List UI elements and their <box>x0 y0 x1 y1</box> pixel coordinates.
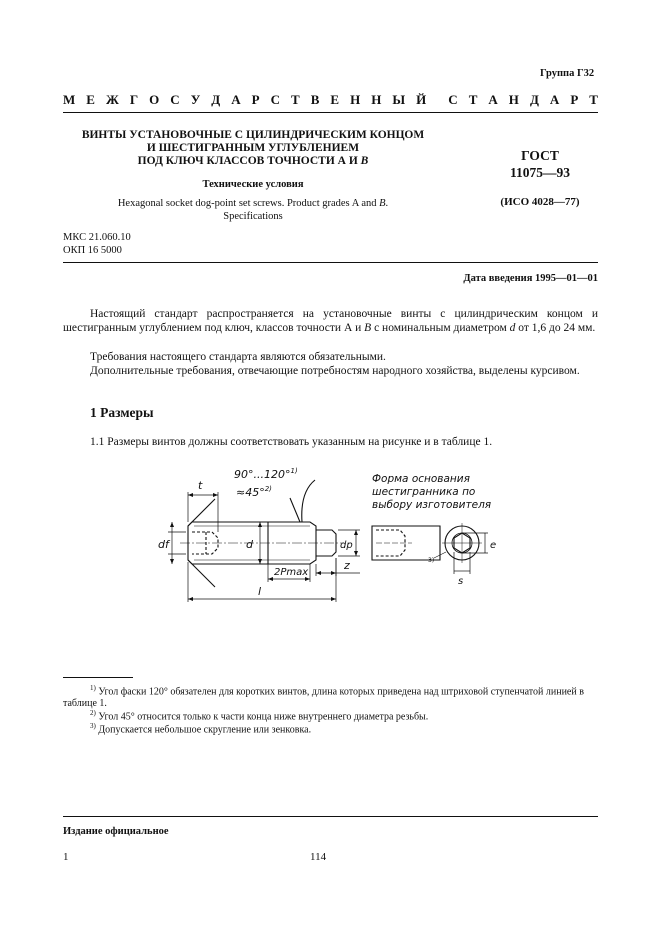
banner-letter: В <box>310 92 320 107</box>
label-l: l <box>258 585 262 598</box>
label-angle-text: 90°...120° <box>234 468 291 481</box>
footnote-2-text: Угол 45° относится только к части конца ниже внутреннего диаметра резьбы. <box>98 711 429 723</box>
classification-codes <box>63 232 131 257</box>
mks-code: МКС 21.060.10 <box>63 232 131 243</box>
p1d: d <box>509 321 516 334</box>
banner-letter: У <box>190 92 201 107</box>
banner-letter: Д <box>529 92 539 107</box>
english-title <box>63 197 443 223</box>
footnote-3 <box>63 720 598 736</box>
label-2pmax: 2Pmax <box>274 567 309 578</box>
title-line-3-text: ПОД КЛЮЧ КЛАССОВ ТОЧНОСТИ А И <box>137 155 361 167</box>
banner-letter: Й <box>416 92 427 107</box>
header-rule <box>63 112 598 113</box>
label-45 <box>236 485 272 499</box>
banner-letter: Г <box>129 92 139 107</box>
banner-letter: Т <box>291 92 300 107</box>
paragraph-mandatory: Требования настоящего стандарта являются обязательными. <box>90 351 386 363</box>
footnote-3-text: Допускается небольшое скругление или зенковка. <box>98 724 312 736</box>
banner-letter: Р <box>570 92 579 107</box>
paragraph-additional: Дополнительные требования, отвечающие потребностям народного хозяйства, выделены курсивом. <box>90 365 580 377</box>
label-sup-3: 3) <box>428 557 435 564</box>
footer-rule <box>63 816 598 817</box>
group-code: Группа Г32 <box>540 68 595 79</box>
english-title-line-2: Specifications <box>223 211 283 222</box>
banner-letter: Т <box>589 92 598 107</box>
gost-number: 11075—93 <box>509 165 570 180</box>
p1a: Настоящий стандарт распространяется на установочные винты с цилиндрическим концом и шестигранным углублением под ключ, классов точности А и <box>63 308 598 334</box>
label-angle <box>234 467 298 481</box>
note-line-1: Форма основания <box>372 473 470 485</box>
label-t: t <box>198 479 203 492</box>
banner-letter: Ж <box>105 92 119 107</box>
footnote-2-mark: 2) <box>90 709 96 717</box>
screw-drawing <box>150 462 510 610</box>
label-dp: dp <box>340 540 353 551</box>
codes-rule <box>63 262 598 263</box>
english-title-line-1 <box>63 197 443 210</box>
document-title <box>63 129 443 168</box>
banner-letter: Е <box>86 92 95 107</box>
iso-reference: (ИСО 4028—77) <box>500 196 580 208</box>
issue-number: 1 <box>63 851 69 863</box>
footnote-3-mark: 3) <box>90 722 96 730</box>
banner-letter: Р <box>251 92 260 107</box>
angle-arc-120 <box>302 480 315 522</box>
paragraph-1-1: 1.1 Размеры винтов должны соответствовать указанным на рисунке и в таблице 1. <box>90 436 493 448</box>
label-45-text: ≈45° <box>236 486 265 499</box>
okp-code: ОКП 16 5000 <box>63 244 122 256</box>
banner-letter: А <box>549 92 560 107</box>
label-e: e <box>490 540 497 551</box>
banner-letter: Е <box>330 92 340 107</box>
gost-label: ГОСТ <box>521 148 559 163</box>
banner-letter: Н <box>350 92 361 107</box>
footnote-1-mark: 1) <box>90 684 96 692</box>
standard-banner <box>63 92 598 108</box>
p1b: В <box>364 321 372 334</box>
section-heading: 1 Размеры <box>90 405 154 420</box>
title-line-1: ВИНТЫ УСТАНОВОЧНЫЕ С ЦИЛИНДРИЧЕСКИМ КОНЦОМ <box>81 129 425 141</box>
note-line-3: выбору изготовителя <box>372 499 492 511</box>
title-line-3 <box>63 155 443 168</box>
page-number: 114 <box>310 851 327 863</box>
banner-letter: Д <box>211 92 221 107</box>
label-angle-sup: 1) <box>290 467 298 475</box>
label-df: df <box>158 538 169 551</box>
label-z: z <box>344 559 350 572</box>
note-line-2: шестигранника по <box>372 486 476 498</box>
banner-letter: М <box>63 92 76 107</box>
footnote-rule <box>63 677 133 678</box>
p1c: с номинальным диаметром <box>371 321 510 334</box>
banner-letter: А <box>488 92 498 107</box>
introduction-date: Дата введения 1995—01—01 <box>463 273 598 284</box>
banner-letter: А <box>231 92 241 107</box>
edition-label: Издание официальное <box>63 826 169 837</box>
banner-letter: Ы <box>392 92 406 107</box>
angle-leader-45 <box>290 498 300 522</box>
document-subtitle: Технические условия <box>202 179 304 190</box>
label-s: s <box>458 576 464 587</box>
title-line-2: И ШЕСТИГРАННЫМ УГЛУБЛЕНИЕМ <box>146 142 360 154</box>
en-title-italic: B <box>379 198 386 209</box>
banner-letter: О <box>149 92 160 107</box>
banner-letter: Т <box>468 92 478 107</box>
footnote-1-text: Угол фаски 120° обязателен для коротких винтов, длина которых приведена над штриховой ступенчатой линией в таблице 1. <box>63 686 584 710</box>
gost-designation <box>480 147 600 181</box>
banner-letter: С <box>170 92 180 107</box>
title-line-3-italic: В <box>360 155 369 167</box>
label-d: d <box>246 538 253 551</box>
en-title-text: Hexagonal socket dog-point set screws. Product grades A and <box>117 198 380 209</box>
label-45-sup: 2) <box>264 485 272 493</box>
banner-letter: Н <box>371 92 382 107</box>
banner-letter: С <box>270 92 280 107</box>
p1e: от 1,6 до 24 мм. <box>515 321 596 334</box>
banner-letter: Н <box>508 92 519 107</box>
banner-letter: С <box>448 92 458 107</box>
en-title-end: . <box>385 198 389 209</box>
paragraph-scope <box>63 308 598 335</box>
